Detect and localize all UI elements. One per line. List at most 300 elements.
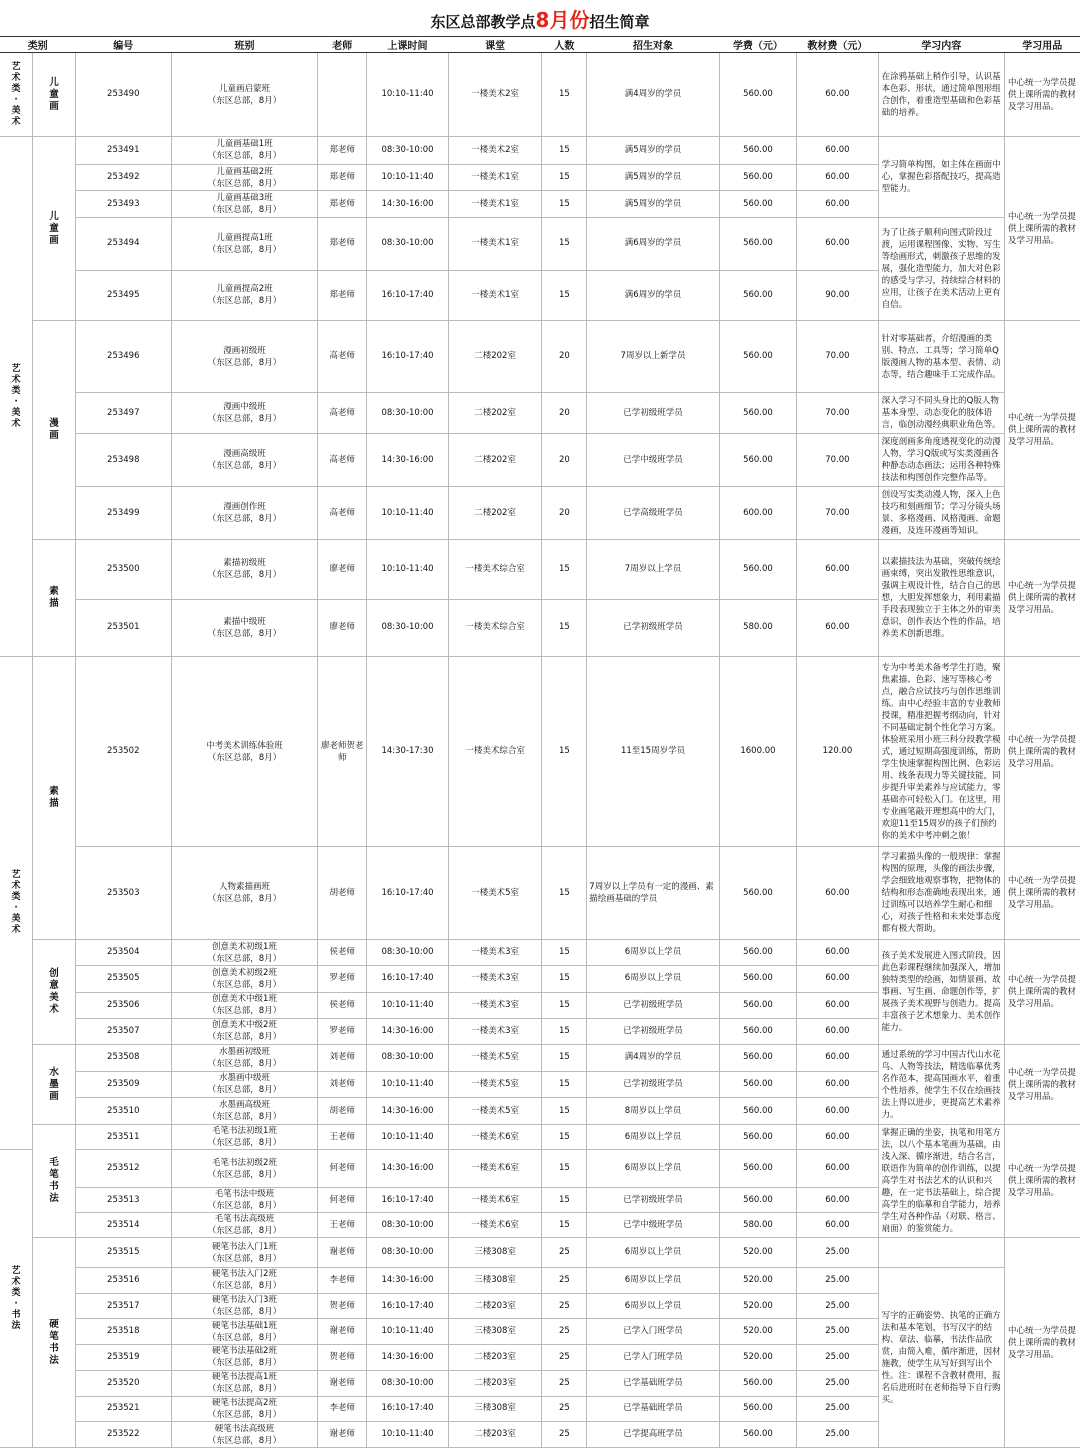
subcategory-label: 素描 [49,586,59,609]
tuition-fee: 560.00 [719,966,796,992]
class-size: 15 [542,657,587,847]
enrollment-target: 6周岁以上学员 [587,1293,719,1319]
material-fee: 25.00 [797,1422,879,1448]
tuition-fee: 520.00 [719,1319,796,1345]
tuition-fee: 560.00 [719,1125,796,1150]
classroom: 一楼美术综合室 [448,540,542,600]
class-title: 硬笔书法入门2班 [212,1269,277,1280]
subcategory-cell [33,940,76,1045]
class-location: （东区总部，8月） [207,461,282,471]
class-name [171,270,318,320]
class-location: （东区总部，8月） [207,752,282,763]
tuition-fee: 560.00 [719,270,796,320]
class-time: 10:10-11:40 [367,487,449,540]
teacher: 胡老师 [318,1098,367,1125]
table-row [0,321,1080,393]
table-row [0,540,1080,600]
material-fee: 60.00 [797,940,879,966]
class-code: 253507 [75,1018,171,1044]
class-time: 10:10-11:40 [367,1319,449,1345]
class-size: 20 [542,434,587,487]
class-code: 253513 [75,1188,171,1213]
subcategory-cell [33,1125,76,1238]
tuition-fee: 520.00 [719,1345,796,1371]
class-location: （东区总部，8月） [207,1253,282,1264]
tuition-fee: 600.00 [719,487,796,540]
enrollment-target: 7周岁以上学员 [587,540,719,600]
class-size: 15 [542,1213,587,1238]
classroom: 二楼203室 [448,1345,542,1371]
learning-content: 为了让孩子顺利向图式阶段过渡，运用课程图像、实物、写生等绘画形式，刺激孩子思维的发展，强化造型能力，加大对色彩的感受与学习，持续综合材料的应用，让孩子在美术活动上更有自信。 [878,218,1004,321]
class-location: （东区总部，8月） [207,1281,282,1292]
class-size: 25 [542,1238,587,1268]
classroom: 三楼308室 [448,1319,542,1345]
class-name [171,847,318,940]
class-title: 水墨画中级班 [218,1073,270,1084]
header-material: 教材费（元） [797,37,879,53]
enrollment-target: 已学入门班学员 [587,1319,719,1345]
material-fee: 70.00 [797,393,879,434]
learning-content: 在涂鸦基础上稍作引导，认识基本色彩、形状，通过简单图形组合创作，着重造型基础和色彩基础的培养。 [878,53,1004,137]
subcategory-cell [33,1045,76,1125]
class-location: （东区总部，8月） [207,1226,282,1236]
material-fee: 90.00 [797,270,879,320]
class-time: 08:30-10:00 [367,1238,449,1268]
class-size: 15 [542,1150,587,1188]
class-title: 漫画高级班 [223,449,266,459]
tuition-fee: 560.00 [719,393,796,434]
learning-supplies: 中心统一为学员提供上课所需的教材及学习用品。 [1004,321,1080,540]
class-code: 253496 [75,321,171,393]
class-size: 25 [542,1370,587,1396]
material-fee: 60.00 [797,164,879,191]
teacher: 谢老师 [318,1238,367,1268]
class-time: 10:10-11:40 [367,992,449,1018]
title-suffix: 招生简章 [589,13,650,31]
class-size: 15 [542,1125,587,1150]
class-time: 16:10-17:40 [367,1188,449,1213]
tuition-fee: 560.00 [719,434,796,487]
class-name [171,1150,318,1188]
class-size: 20 [542,487,587,540]
teacher: 谢老师 [318,1370,367,1396]
enrollment-target: 满5周岁的学员 [587,137,719,165]
classroom: 一楼美术5室 [448,1045,542,1072]
class-title: 儿童画基础2班 [216,166,273,177]
category-cell [0,1150,33,1448]
class-location: （东区总部，8月） [207,1085,282,1096]
material-fee: 60.00 [797,847,879,940]
class-name [171,434,318,487]
tuition-fee: 560.00 [719,1071,796,1098]
tuition-fee: 560.00 [719,137,796,165]
class-code: 253492 [75,164,171,191]
class-size: 20 [542,393,587,434]
tuition-fee: 560.00 [719,1098,796,1125]
class-title: 漫画初级班 [223,345,266,356]
classroom: 三楼308室 [448,1238,542,1268]
material-fee: 70.00 [797,321,879,393]
classroom: 一楼美术3室 [448,1018,542,1044]
material-fee: 60.00 [797,1018,879,1044]
class-location: （东区总部，8月） [207,1138,282,1148]
category-cell [0,53,33,137]
tuition-fee: 560.00 [719,992,796,1018]
class-time: 14:30-16:00 [367,1018,449,1044]
class-size: 15 [542,966,587,992]
subcategory-label: 素描 [49,786,59,809]
class-time: 10:10-11:40 [367,1125,449,1150]
material-fee: 60.00 [797,218,879,271]
class-time: 10:10-11:40 [367,164,449,191]
teacher: 侯老师 [318,940,367,966]
header-class: 班别 [171,37,318,53]
header-teacher: 老师 [318,37,367,53]
classroom: 一楼美术3室 [448,992,542,1018]
subcategory-cell [33,657,76,940]
class-size: 15 [542,164,587,191]
class-name [171,1098,318,1125]
class-location: （东区总部，8月） [207,1201,282,1211]
enrollment-target: 已学初级班学员 [587,599,719,656]
class-name [171,657,318,847]
class-location: （东区总部，8月） [207,151,282,162]
class-location: （东区总部，8月） [207,178,282,189]
class-name [171,1293,318,1319]
class-name [171,393,318,434]
teacher: 高老师 [318,321,367,393]
teacher: 何老师 [318,1150,367,1188]
class-time: 10:10-11:40 [367,53,449,137]
class-title: 创意美术初级2班 [212,967,277,978]
page-title [0,0,1080,36]
class-title: 硬笔书法提高2班 [212,1397,277,1408]
teacher: 罗老师 [318,1018,367,1044]
table-row [0,657,1080,847]
tuition-fee: 560.00 [719,540,796,600]
class-size: 25 [542,1422,587,1448]
subcategory-label: 漫画 [49,418,59,441]
category-cell [0,137,33,657]
material-fee: 25.00 [797,1396,879,1422]
class-size: 15 [542,940,587,966]
classroom: 二楼202室 [448,321,542,393]
class-size: 25 [542,1268,587,1294]
class-location: （东区总部，8月） [207,953,282,964]
class-name [171,992,318,1018]
material-fee: 60.00 [797,191,879,218]
class-name [171,1345,318,1371]
learning-supplies: 中心统一为学员提供上课所需的教材及学习用品。 [1004,1125,1080,1238]
material-fee: 60.00 [797,1188,879,1213]
teacher: 罗老师 [318,966,367,992]
material-fee: 60.00 [797,966,879,992]
learning-content: 深入学习不同头身比的Q版人物基本身型、动态变化的肢体语言，临创动漫经典职业角色等。 [878,393,1004,434]
class-location: （东区总部，8月） [207,1307,282,1318]
subcategory-label: 创意美术 [49,968,59,1015]
learning-supplies: 中心统一为学员提供上课所需的教材及学习用品。 [1004,53,1080,137]
enrollment-target: 8周岁以上学员 [587,1098,719,1125]
class-size: 25 [542,1293,587,1319]
class-title: 水墨画高级班 [218,1100,270,1111]
learning-content: 写字的正确姿势、执笔的正确方法和基本笔划，书写汉字的结构、章法、临摹，书法作品欣赏，由简入难，循序渐进，因材施教，使学生从写好到写出个性。注：课程不含教材费用，报名后进班时在老师指导下自行购买。 [878,1268,1004,1448]
class-time: 08:30-10:00 [367,1370,449,1396]
teacher: 王老师 [318,1125,367,1150]
class-name [171,1018,318,1044]
class-time: 16:10-17:40 [367,847,449,940]
tuition-fee: 560.00 [719,1188,796,1213]
class-title: 硬笔书法提高1班 [212,1372,277,1383]
material-fee: 60.00 [797,53,879,137]
learning-content: 深度剖画多角度透视变化的动漫人物，学习Q版或写实类漫画各种静态动态画法；运用各种特殊技法和构图创作完整作品等。 [878,434,1004,487]
enrollment-target: 满5周岁的学员 [587,164,719,191]
title-highlight: 8月份 [535,8,590,32]
class-name [171,540,318,600]
class-code: 253495 [75,270,171,320]
header-content: 学习内容 [878,37,1004,53]
category-label: 艺术类·书法 [11,1265,21,1331]
class-title: 硬笔书法基础2班 [212,1346,277,1357]
table-body [0,53,1080,1448]
class-size: 15 [542,1018,587,1044]
subcategory-cell [33,1238,76,1448]
header-supplies: 学习用品 [1004,37,1080,53]
class-location: （东区总部，8月） [207,244,282,255]
learning-supplies: 中心统一为学员提供上课所需的教材及学习用品。 [1004,657,1080,847]
class-location: （东区总部，8月） [207,514,282,524]
classroom: 一楼美术1室 [448,270,542,320]
enrollment-target: 7周岁以上新学员 [587,321,719,393]
class-size: 15 [542,847,587,940]
tuition-fee: 520.00 [719,1293,796,1319]
class-title: 素描中级班 [223,616,266,627]
class-title: 儿童画基础1班 [216,139,273,150]
category-label: 艺术类·美术 [11,363,21,429]
enrollment-target: 6周岁以上学员 [587,966,719,992]
material-fee: 25.00 [797,1370,879,1396]
class-size: 15 [542,1071,587,1098]
class-time: 16:10-17:40 [367,321,449,393]
teacher: 贺老师 [318,1345,367,1371]
enrollment-target: 6周岁以上学员 [587,1268,719,1294]
class-name [171,1396,318,1422]
class-location: （东区总部，8月） [207,628,282,639]
subcategory-cell [33,540,76,657]
class-time: 08:30-10:00 [367,1045,449,1072]
tuition-fee: 560.00 [719,1370,796,1396]
table-row [0,1045,1080,1072]
material-fee: 60.00 [797,1045,879,1072]
class-code: 253510 [75,1098,171,1125]
material-fee: 70.00 [797,487,879,540]
table-row [0,1238,1080,1268]
class-time: 16:10-17:40 [367,966,449,992]
class-size: 15 [542,218,587,271]
classroom: 一楼美术1室 [448,191,542,218]
class-code: 253508 [75,1045,171,1072]
class-location: （东区总部，8月） [207,1032,282,1043]
classroom: 一楼美术综合室 [448,657,542,847]
table-row [0,1268,1080,1294]
classroom: 一楼美术3室 [448,940,542,966]
class-code: 253514 [75,1213,171,1238]
class-name [171,1125,318,1150]
enrollment-target: 已学初级班学员 [587,1188,719,1213]
class-time: 14:30-17:30 [367,657,449,847]
enrollment-target: 已学高级班学员 [587,487,719,540]
enrollment-target: 已学中级班学员 [587,1213,719,1238]
learning-content: 孩子美术发展进入图式阶段，因此色彩课程继续加强深入，增加独特类型的绘画，如情景画、故事画、写生画、命题创作等，扩展孩子美术视野与创造力。提高丰富孩子艺术想象力、美术创作能力。 [878,940,1004,1045]
header-size: 人数 [542,37,587,53]
header-time: 上课时间 [367,37,449,53]
class-title: 水墨画初级班 [218,1046,270,1057]
class-location: （东区总部，8月） [207,570,282,581]
subcategory-label: 儿童画 [49,76,59,112]
class-location: （东区总部，8月） [207,1112,282,1123]
class-size: 25 [542,1345,587,1371]
enrollment-target: 已学初级班学员 [587,992,719,1018]
teacher: 谢老师 [318,1319,367,1345]
material-fee: 60.00 [797,1150,879,1188]
enrollment-target: 满4周岁的学员 [587,53,719,137]
classroom: 一楼美术5室 [448,847,542,940]
classroom: 一楼美术1室 [448,164,542,191]
subcategory-cell [33,321,76,540]
class-time: 14:30-16:00 [367,434,449,487]
table-row [0,847,1080,940]
tuition-fee: 560.00 [719,1045,796,1072]
classroom: 二楼202室 [448,487,542,540]
class-title: 毛笔书法初级1班 [212,1126,277,1136]
material-fee: 60.00 [797,599,879,656]
class-time: 14:30-16:00 [367,1268,449,1294]
material-fee: 60.00 [797,992,879,1018]
teacher: 侯老师 [318,992,367,1018]
class-location: （东区总部，8月） [207,1169,282,1180]
teacher: 高老师 [318,487,367,540]
material-fee: 70.00 [797,434,879,487]
class-title: 中考美术训练体验班 [206,740,283,751]
title-prefix: 东区总部教学点 [430,13,536,31]
enrollment-target: 已学初级班学员 [587,1018,719,1044]
enrollment-target: 已学初级班学员 [587,1071,719,1098]
class-location: （东区总部，8月） [207,1435,282,1446]
class-size: 15 [542,540,587,600]
material-fee: 60.00 [797,137,879,165]
material-fee: 25.00 [797,1319,879,1345]
table-row [0,487,1080,540]
class-name [171,1238,318,1268]
teacher: 郑老师 [318,137,367,165]
classroom: 一楼美术5室 [448,1098,542,1125]
category-label: 艺术类·美术 [11,61,21,127]
class-code: 253500 [75,540,171,600]
tuition-fee: 560.00 [719,164,796,191]
material-fee: 60.00 [797,1213,879,1238]
class-code: 253493 [75,191,171,218]
class-code: 253520 [75,1370,171,1396]
classroom: 一楼美术6室 [448,1188,542,1213]
learning-supplies: 中心统一为学员提供上课所需的教材及学习用品。 [1004,137,1080,321]
teacher: 何老师 [318,1188,367,1213]
classroom: 一楼美术2室 [448,53,542,137]
material-fee: 60.00 [797,1098,879,1125]
teacher: 廖老师 [318,540,367,600]
header-target: 招生对象 [587,37,719,53]
learning-supplies: 中心统一为学员提供上课所需的教材及学习用品。 [1004,1045,1080,1125]
class-time: 16:10-17:40 [367,270,449,320]
table-row [0,218,1080,271]
table-row [0,137,1080,165]
tuition-fee: 560.00 [719,847,796,940]
classroom: 二楼202室 [448,434,542,487]
subcategory-cell [33,53,76,137]
class-code: 253497 [75,393,171,434]
classroom: 二楼203室 [448,1370,542,1396]
teacher: 谢老师 [318,1422,367,1448]
class-name [171,1319,318,1345]
class-location: （东区总部，8月） [207,205,282,216]
category-cell [0,657,33,1150]
class-time: 08:30-10:00 [367,940,449,966]
class-name [171,1071,318,1098]
enrollment-target: 6周岁以上学员 [587,940,719,966]
class-name [171,137,318,165]
classroom: 一楼美术综合室 [448,599,542,656]
teacher: 王老师 [318,1213,367,1238]
class-time: 14:30-16:00 [367,1098,449,1125]
teacher: 郑老师 [318,218,367,271]
class-time: 16:10-17:40 [367,1396,449,1422]
class-location: （东区总部，8月） [207,1384,282,1395]
teacher: 贺老师 [318,1293,367,1319]
tuition-fee: 560.00 [719,53,796,137]
subcategory-label: 儿童画 [49,210,59,246]
class-code: 253491 [75,137,171,165]
learning-supplies: 中心统一为学员提供上课所需的教材及学习用品。 [1004,940,1080,1045]
class-title: 毛笔书法高级班 [214,1214,275,1224]
enrollment-target: 满6周岁的学员 [587,270,719,320]
learning-supplies: 中心统一为学员提供上课所需的教材及学习用品。 [1004,1238,1080,1448]
learning-content: 学习简单构图，如主体在画面中心，掌握色彩搭配技巧，提高造型能力。 [878,137,1004,218]
class-name [171,1268,318,1294]
enrollment-table [0,36,1080,1448]
class-code: 253515 [75,1238,171,1268]
class-size: 15 [542,53,587,137]
tuition-fee: 580.00 [719,1213,796,1238]
learning-supplies: 中心统一为学员提供上课所需的教材及学习用品。 [1004,847,1080,940]
class-location: （东区总部，8月） [207,979,282,990]
class-code: 253522 [75,1422,171,1448]
class-code: 253521 [75,1396,171,1422]
tuition-fee: 560.00 [719,1396,796,1422]
class-code: 253511 [75,1125,171,1150]
class-code: 253490 [75,53,171,137]
subcategory-label: 水墨画 [49,1066,59,1102]
class-title: 儿童画提高2班 [216,284,273,295]
header-code: 编号 [75,37,171,53]
class-size: 15 [542,599,587,656]
class-name [171,940,318,966]
teacher: 郑老师 [318,164,367,191]
class-location: （东区总部，8月） [207,1358,282,1369]
classroom: 二楼202室 [448,393,542,434]
learning-content: 专为中考美术备考学生打造，聚焦素描、色彩、速写等核心考点，融合应试技巧与创作思维训练。由中心经验丰富的专业教师授课，精准把握考纲动向，针对不同基础定制个性化学习方案。体验班采用小班三科分段教学模式，通过短期高强度训练，帮助学生快速掌握构图比例、色彩运用、线条表现力等关键技能，同步提升审美素养与应试能力，零基础亦可轻松入门。在这里，用专业画笔敲开理想高中的大门，欢迎11至15周岁的孩子们预约你的美术中考冲刺之旅！ [878,657,1004,847]
enrollment-target: 7周岁以上学员有一定的漫画、素描绘画基础的学员 [587,847,719,940]
class-location: （东区总部，8月） [207,296,282,307]
class-code: 253512 [75,1150,171,1188]
class-code: 253519 [75,1345,171,1371]
